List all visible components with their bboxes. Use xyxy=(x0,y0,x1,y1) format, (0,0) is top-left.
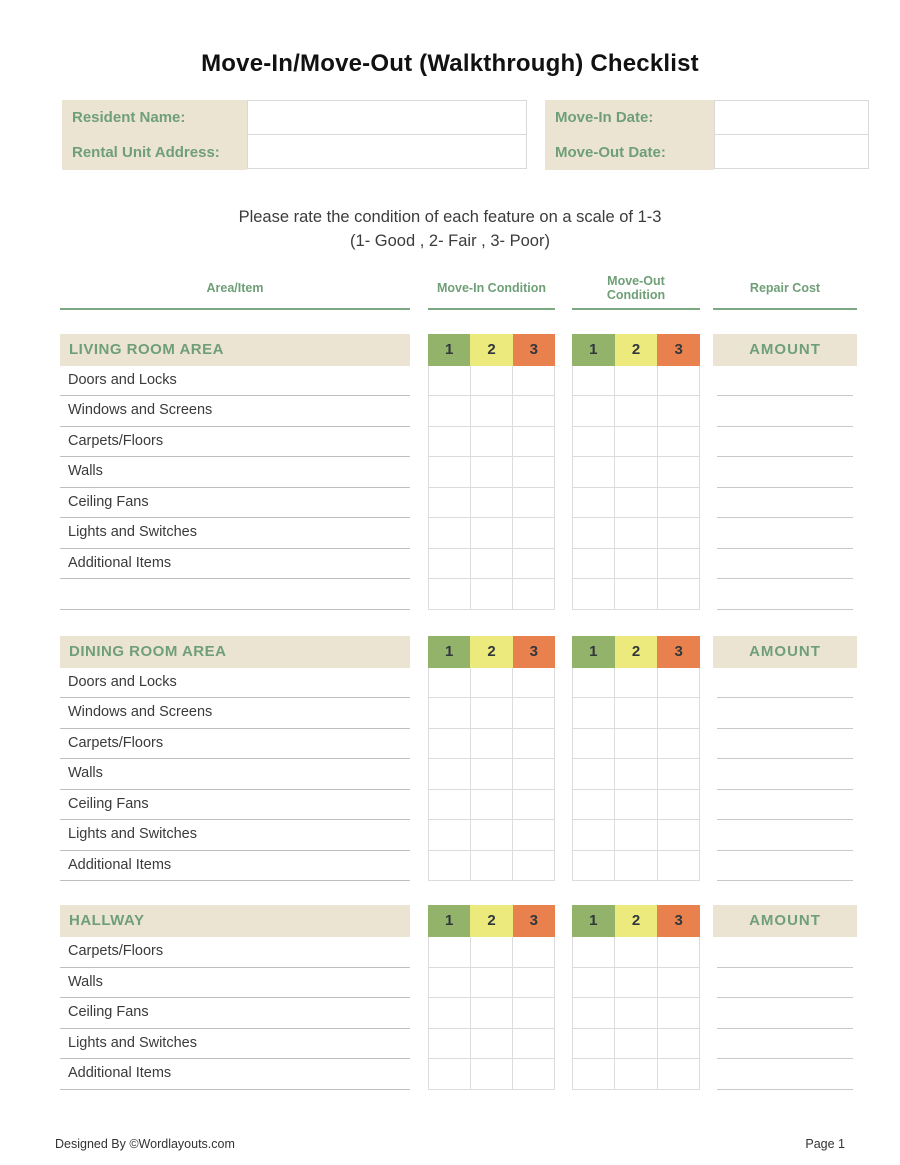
move-in-rating-cell-3[interactable] xyxy=(513,518,555,549)
move-out-rating-cell-3[interactable] xyxy=(658,549,700,580)
item-label-doors-and-locks: Doors and Locks xyxy=(60,366,410,397)
move-out-rating-cell-1[interactable] xyxy=(572,998,615,1029)
move-out-rating-header-2: 2 xyxy=(615,905,658,937)
checklist-row xyxy=(60,1059,900,1090)
move-out-rating-cell-2[interactable] xyxy=(615,937,657,968)
move-in-rating-cell-1[interactable] xyxy=(428,937,471,968)
move-in-rating-cell-3[interactable] xyxy=(513,396,555,427)
section-title-hallway: HALLWAY xyxy=(60,905,410,937)
item-label-walls: Walls xyxy=(60,759,410,790)
checklist-row xyxy=(60,668,900,699)
repair-cost-input[interactable] xyxy=(717,396,853,427)
repair-cost-input[interactable] xyxy=(717,488,853,519)
move-out-rating-cell-3[interactable] xyxy=(658,851,700,882)
checklist-row xyxy=(60,790,900,821)
move-out-rating-cell-1[interactable] xyxy=(572,1059,615,1090)
checklist-row xyxy=(60,366,900,397)
amount-header-living-room-area: AMOUNT xyxy=(713,334,857,366)
move-in-rating-header-3: 3 xyxy=(513,334,555,366)
move-in-rating-cell-3[interactable] xyxy=(513,937,555,968)
repair-cost-input[interactable] xyxy=(717,790,853,821)
move-in-rating-cell-2[interactable] xyxy=(471,998,513,1029)
move-in-rating-cell-2[interactable] xyxy=(471,366,513,397)
move-in-rating-cell-3[interactable] xyxy=(513,1029,555,1060)
column-header-area-item: Area/Item xyxy=(60,274,410,310)
table-column-headers xyxy=(60,274,900,310)
repair-cost-input[interactable] xyxy=(717,968,853,999)
instructions-line1: Please rate the condition of each feature on a scale of 1-3 xyxy=(238,208,662,226)
move-out-rating-cell-1[interactable] xyxy=(572,698,615,729)
move-in-rating-cell-3[interactable] xyxy=(513,366,555,397)
move-in-rating-cell-2[interactable] xyxy=(471,851,513,882)
move-out-rating-cell-3[interactable] xyxy=(658,790,700,821)
move-in-rating-cell-3[interactable] xyxy=(513,579,555,610)
move-in-rating-cell-3[interactable] xyxy=(513,759,555,790)
move-out-rating-cell-3[interactable] xyxy=(658,820,700,851)
column-header-move-in-condition: Move-In Condition xyxy=(428,274,555,310)
move-in-rating-cell-3[interactable] xyxy=(513,1059,555,1090)
move-out-rating-header-1: 1 xyxy=(572,334,615,366)
move-out-rating-cell-2[interactable] xyxy=(615,1029,657,1060)
move-in-rating-cell-2[interactable] xyxy=(471,1059,513,1090)
rental-unit-address-label: Rental Unit Address: xyxy=(72,144,220,161)
move-out-rating-cell-1[interactable] xyxy=(572,668,615,699)
move-out-rating-cell-3[interactable] xyxy=(658,759,700,790)
item-label-ceiling-fans: Ceiling Fans xyxy=(60,488,410,519)
resident-labels xyxy=(62,100,247,170)
move-in-rating-cell-3[interactable] xyxy=(513,549,555,580)
move-in-rating-cell-1[interactable] xyxy=(428,488,471,519)
move-in-rating-cell-1[interactable] xyxy=(428,998,471,1029)
move-out-rating-cell-1[interactable] xyxy=(572,790,615,821)
move-out-rating-cell-1[interactable] xyxy=(572,729,615,760)
page-footer xyxy=(0,1137,900,1151)
move-in-rating-cell-1[interactable] xyxy=(428,668,471,699)
move-in-rating-cell-2[interactable] xyxy=(471,579,513,610)
move-out-rating-header-3: 3 xyxy=(657,905,700,937)
item-label-doors-and-locks: Doors and Locks xyxy=(60,668,410,699)
resident-name-label: Resident Name: xyxy=(72,109,186,126)
move-out-rating-cell-2[interactable] xyxy=(615,698,657,729)
move-out-rating-cell-2[interactable] xyxy=(615,457,657,488)
move-out-rating-cell-2[interactable] xyxy=(615,998,657,1029)
move-in-rating-cell-2[interactable] xyxy=(471,1029,513,1060)
move-in-rating-cell-2[interactable] xyxy=(471,549,513,580)
item-label-ceiling-fans: Ceiling Fans xyxy=(60,790,410,821)
move-out-rating-cell-2[interactable] xyxy=(615,851,657,882)
checklist-row xyxy=(60,396,900,427)
move-out-rating-cell-3[interactable] xyxy=(658,1029,700,1060)
move-in-rating-cell-1[interactable] xyxy=(428,851,471,882)
move-out-rating-cell-2[interactable] xyxy=(615,579,657,610)
move-in-rating-cell-1[interactable] xyxy=(428,518,471,549)
move-in-rating-cell-1[interactable] xyxy=(428,820,471,851)
move-out-rating-cell-3[interactable] xyxy=(658,1059,700,1090)
item-label-additional-items: Additional Items xyxy=(60,549,410,580)
move-in-rating-header-1: 1 xyxy=(428,636,470,668)
move-out-rating-cell-1[interactable] xyxy=(572,427,615,458)
move-in-rating-cell-2[interactable] xyxy=(471,790,513,821)
move-in-rating-cell-2[interactable] xyxy=(471,518,513,549)
checklist-row xyxy=(60,518,900,549)
move-out-rating-cell-1[interactable] xyxy=(572,579,615,610)
move-in-rating-cell-2[interactable] xyxy=(471,427,513,458)
rating-instructions xyxy=(0,206,900,254)
move-out-rating-cell-2[interactable] xyxy=(615,549,657,580)
move-in-rating-cell-1[interactable] xyxy=(428,427,471,458)
move-in-rating-header-1: 1 xyxy=(428,334,470,366)
item-label-walls: Walls xyxy=(60,968,410,999)
instructions-line2: (1- Good , 2- Fair , 3- Poor) xyxy=(350,231,550,250)
move-out-rating-cell-3[interactable] xyxy=(658,937,700,968)
move-in-rating-cell-1[interactable] xyxy=(428,579,471,610)
move-out-rating-cell-3[interactable] xyxy=(658,968,700,999)
amount-header-hallway: AMOUNT xyxy=(713,905,857,937)
repair-cost-input[interactable] xyxy=(717,759,853,790)
repair-cost-input[interactable] xyxy=(717,366,853,397)
move-in-rating-cell-2[interactable] xyxy=(471,968,513,999)
move-out-rating-cell-1[interactable] xyxy=(572,968,615,999)
move-out-rating-cell-2[interactable] xyxy=(615,790,657,821)
move-out-rating-cell-3[interactable] xyxy=(658,698,700,729)
move-out-rating-cell-1[interactable] xyxy=(572,937,615,968)
move-in-rating-cell-2[interactable] xyxy=(471,457,513,488)
move-in-rating-cell-3[interactable] xyxy=(513,488,555,519)
amount-header-dining-room-area: AMOUNT xyxy=(713,636,857,668)
move-in-rating-cell-1[interactable] xyxy=(428,549,471,580)
move-out-rating-cell-2[interactable] xyxy=(615,668,657,699)
move-in-rating-cell-2[interactable] xyxy=(471,937,513,968)
column-header-repair-cost: Repair Cost xyxy=(713,274,857,310)
footer-credit: Designed By ©Wordlayouts.com xyxy=(55,1137,235,1151)
checklist-row xyxy=(60,998,900,1029)
checklist-row xyxy=(60,1029,900,1060)
move-out-rating-cell-2[interactable] xyxy=(615,366,657,397)
move-in-rating-cell-3[interactable] xyxy=(513,968,555,999)
move-in-rating-cell-2[interactable] xyxy=(471,698,513,729)
footer-page-number: Page 1 xyxy=(805,1137,845,1151)
move-out-rating-cell-3[interactable] xyxy=(658,488,700,519)
move-in-rating-cell-2[interactable] xyxy=(471,729,513,760)
move-out-rating-cell-1[interactable] xyxy=(572,820,615,851)
move-out-rating-cell-1[interactable] xyxy=(572,759,615,790)
repair-cost-input[interactable] xyxy=(717,998,853,1029)
move-out-rating-cell-1[interactable] xyxy=(572,488,615,519)
item-label-walls: Walls xyxy=(60,457,410,488)
item-label-carpets-floors: Carpets/Floors xyxy=(60,937,410,968)
date-inputs xyxy=(714,100,869,170)
move-out-rating-header-2: 2 xyxy=(615,636,658,668)
item-label-windows-and-screens: Windows and Screens xyxy=(60,698,410,729)
move-in-rating-header-3: 3 xyxy=(513,636,555,668)
checklist-row xyxy=(60,579,900,610)
move-out-rating-cell-2[interactable] xyxy=(615,759,657,790)
repair-cost-input[interactable] xyxy=(717,729,853,760)
checklist-row xyxy=(60,759,900,790)
resident-inputs xyxy=(247,100,527,170)
item-label-ceiling-fans: Ceiling Fans xyxy=(60,998,410,1029)
move-out-rating-header-1: 1 xyxy=(572,905,615,937)
move-in-rating-cell-1[interactable] xyxy=(428,457,471,488)
repair-cost-input[interactable] xyxy=(717,579,853,610)
move-in-rating-cell-1[interactable] xyxy=(428,790,471,821)
move-out-rating-cell-3[interactable] xyxy=(658,729,700,760)
move-in-rating-header-3: 3 xyxy=(513,905,555,937)
checklist-row xyxy=(60,851,900,882)
move-out-rating-cell-2[interactable] xyxy=(615,488,657,519)
page-title: Move-In/Move-Out (Walkthrough) Checklist xyxy=(201,50,699,77)
dates-block xyxy=(545,100,869,170)
top-form xyxy=(62,100,900,170)
move-in-rating-cell-2[interactable] xyxy=(471,396,513,427)
move-in-rating-cell-3[interactable] xyxy=(513,698,555,729)
move-in-rating-cell-3[interactable] xyxy=(513,457,555,488)
move-in-date-input[interactable] xyxy=(714,100,869,135)
move-out-rating-cell-2[interactable] xyxy=(615,968,657,999)
repair-cost-input[interactable] xyxy=(717,427,853,458)
move-in-rating-cell-2[interactable] xyxy=(471,488,513,519)
section-hallway xyxy=(0,905,900,1090)
repair-cost-input[interactable] xyxy=(717,1059,853,1090)
move-out-rating-cell-1[interactable] xyxy=(572,1029,615,1060)
checklist-sections xyxy=(0,334,900,1090)
move-out-rating-cell-2[interactable] xyxy=(615,1059,657,1090)
move-out-rating-cell-2[interactable] xyxy=(615,820,657,851)
item-label-windows-and-screens: Windows and Screens xyxy=(60,396,410,427)
move-in-rating-cell-3[interactable] xyxy=(513,820,555,851)
checklist-row xyxy=(60,968,900,999)
checklist-row xyxy=(60,488,900,519)
item-label-additional-items: Additional Items xyxy=(60,1059,410,1090)
move-in-rating-cell-3[interactable] xyxy=(513,998,555,1029)
section-title-dining-room-area: DINING ROOM AREA xyxy=(60,636,410,668)
move-out-rating-header-3: 3 xyxy=(657,334,700,366)
move-in-rating-cell-1[interactable] xyxy=(428,1029,471,1060)
repair-cost-input[interactable] xyxy=(717,1029,853,1060)
move-out-rating-cell-1[interactable] xyxy=(572,549,615,580)
repair-cost-input[interactable] xyxy=(717,549,853,580)
item-label-carpets-floors: Carpets/Floors xyxy=(60,729,410,760)
item-label-lights-and-switches: Lights and Switches xyxy=(60,518,410,549)
move-out-rating-cell-3[interactable] xyxy=(658,396,700,427)
move-out-rating-cell-3[interactable] xyxy=(658,518,700,549)
resident-block xyxy=(62,100,527,170)
move-out-date-label: Move-Out Date: xyxy=(555,144,666,161)
move-in-rating-header-2: 2 xyxy=(470,636,512,668)
date-labels xyxy=(545,100,714,170)
checklist-row xyxy=(60,820,900,851)
repair-cost-input[interactable] xyxy=(717,698,853,729)
move-out-rating-header-3: 3 xyxy=(657,636,700,668)
move-in-rating-cell-1[interactable] xyxy=(428,1059,471,1090)
move-in-rating-cell-1[interactable] xyxy=(428,759,471,790)
move-in-rating-cell-1[interactable] xyxy=(428,396,471,427)
section-dining-room-area xyxy=(0,636,900,882)
repair-cost-input[interactable] xyxy=(717,518,853,549)
repair-cost-input[interactable] xyxy=(717,668,853,699)
move-in-rating-cell-3[interactable] xyxy=(513,851,555,882)
move-out-rating-cell-2[interactable] xyxy=(615,427,657,458)
move-in-date-label: Move-In Date: xyxy=(555,109,654,126)
move-out-rating-cell-1[interactable] xyxy=(572,457,615,488)
checklist-row xyxy=(60,427,900,458)
item-label-lights-and-switches: Lights and Switches xyxy=(60,1029,410,1060)
move-in-rating-cell-2[interactable] xyxy=(471,820,513,851)
move-in-rating-cell-1[interactable] xyxy=(428,366,471,397)
move-in-rating-cell-3[interactable] xyxy=(513,427,555,458)
checklist-row xyxy=(60,729,900,760)
column-header-move-out-condition: Move-Out Condition xyxy=(572,274,700,310)
rental-unit-address-input[interactable] xyxy=(247,135,527,169)
section-title-living-room-area: LIVING ROOM AREA xyxy=(60,334,410,366)
move-out-rating-cell-2[interactable] xyxy=(615,396,657,427)
move-out-rating-cell-3[interactable] xyxy=(658,366,700,397)
move-out-rating-cell-2[interactable] xyxy=(615,729,657,760)
repair-cost-input[interactable] xyxy=(717,851,853,882)
move-out-rating-cell-1[interactable] xyxy=(572,851,615,882)
move-in-rating-cell-3[interactable] xyxy=(513,790,555,821)
item-label-carpets-floors: Carpets/Floors xyxy=(60,427,410,458)
move-in-rating-cell-1[interactable] xyxy=(428,729,471,760)
repair-cost-input[interactable] xyxy=(717,457,853,488)
move-out-rating-cell-3[interactable] xyxy=(658,457,700,488)
resident-name-input[interactable] xyxy=(247,100,527,135)
move-in-rating-header-2: 2 xyxy=(470,334,512,366)
move-in-rating-cell-1[interactable] xyxy=(428,698,471,729)
move-in-rating-header-2: 2 xyxy=(470,905,512,937)
move-in-rating-cell-1[interactable] xyxy=(428,968,471,999)
repair-cost-input[interactable] xyxy=(717,937,853,968)
move-in-rating-cell-3[interactable] xyxy=(513,668,555,699)
move-in-rating-header-1: 1 xyxy=(428,905,470,937)
move-out-rating-header-2: 2 xyxy=(615,334,658,366)
move-out-rating-cell-1[interactable] xyxy=(572,396,615,427)
move-out-rating-cell-3[interactable] xyxy=(658,579,700,610)
section-living-room-area xyxy=(0,334,900,610)
move-in-rating-cell-3[interactable] xyxy=(513,729,555,760)
move-out-rating-header-1: 1 xyxy=(572,636,615,668)
checklist-row xyxy=(60,698,900,729)
item-label-lights-and-switches: Lights and Switches xyxy=(60,820,410,851)
move-out-rating-cell-3[interactable] xyxy=(658,668,700,699)
move-out-rating-cell-3[interactable] xyxy=(658,427,700,458)
checklist-row xyxy=(60,937,900,968)
item-label-blank xyxy=(60,579,410,610)
move-out-date-input[interactable] xyxy=(714,135,869,169)
move-out-rating-cell-2[interactable] xyxy=(615,518,657,549)
move-out-rating-cell-1[interactable] xyxy=(572,366,615,397)
repair-cost-input[interactable] xyxy=(717,820,853,851)
move-in-rating-cell-2[interactable] xyxy=(471,759,513,790)
checklist-row xyxy=(60,457,900,488)
move-out-rating-cell-1[interactable] xyxy=(572,518,615,549)
move-in-rating-cell-2[interactable] xyxy=(471,668,513,699)
checklist-row xyxy=(60,549,900,580)
item-label-additional-items: Additional Items xyxy=(60,851,410,882)
move-out-rating-cell-3[interactable] xyxy=(658,998,700,1029)
